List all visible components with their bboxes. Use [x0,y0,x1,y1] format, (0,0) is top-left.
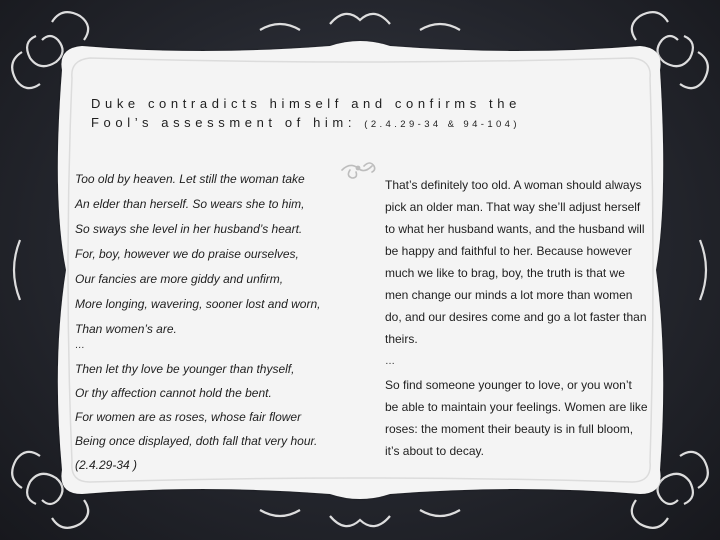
translation-line: do, and our desires come and go a lot faster than [385,310,647,324]
translation-ellipsis: … [385,356,395,367]
original-line: An elder than herself. So wears she to him, [75,197,305,211]
translation-line: be able to maintain your feelings. Women are like [385,400,648,414]
translation-line: pick an older man. That way she’ll adjust herself [385,200,641,214]
title-reference: (2.4.29-34 & 94-104) [364,119,520,130]
original-line: So sways she level in her husband’s heart. [75,222,303,236]
original-line: Too old by heaven. Let still the woman take [75,172,305,186]
original-line: Being once displayed, doth fall that very hour. [75,434,318,448]
original-line: Then let thy love be younger than thyself, [75,362,295,376]
translation-line: men change our minds a lot more than women [385,288,633,302]
original-citation: (2.4.29-34 ) [75,458,138,472]
translation-line: much we like to brag, boy, the truth is that we [385,266,625,280]
original-line: Or thy affection cannot hold the bent. [75,386,272,400]
translation-line: roses: the moment their beauty is in full bloom, [385,422,634,436]
title-line-2-text: Fool’s assessment of him: [91,115,357,130]
translation-line: be happy and faithful to her. Because however [385,244,632,258]
original-line: More longing, wavering, sooner lost and worn, [75,297,321,311]
translation-line: it’s about to decay. [385,444,484,458]
original-line: Than women’s are. [75,322,177,336]
translation-line: That’s definitely too old. A woman should always [385,178,642,192]
translation-line: theirs. [385,332,418,346]
translation-line: So find someone younger to love, or you won’t [385,378,632,392]
original-line: Our fancies are more giddy and unfirm, [75,272,284,286]
original-line: For, boy, however we do praise ourselves, [75,247,299,261]
slide-title [91,94,671,134]
translation-line: to what her husband wants, and the husband will [385,222,645,236]
title-line-2 [91,113,671,134]
title-line-1: Duke contradicts himself and confirms the [91,96,521,111]
original-line: For women are as roses, whose fair flower [75,410,302,424]
original-ellipsis: … [75,340,85,351]
flourish-ornament-icon [338,156,380,182]
